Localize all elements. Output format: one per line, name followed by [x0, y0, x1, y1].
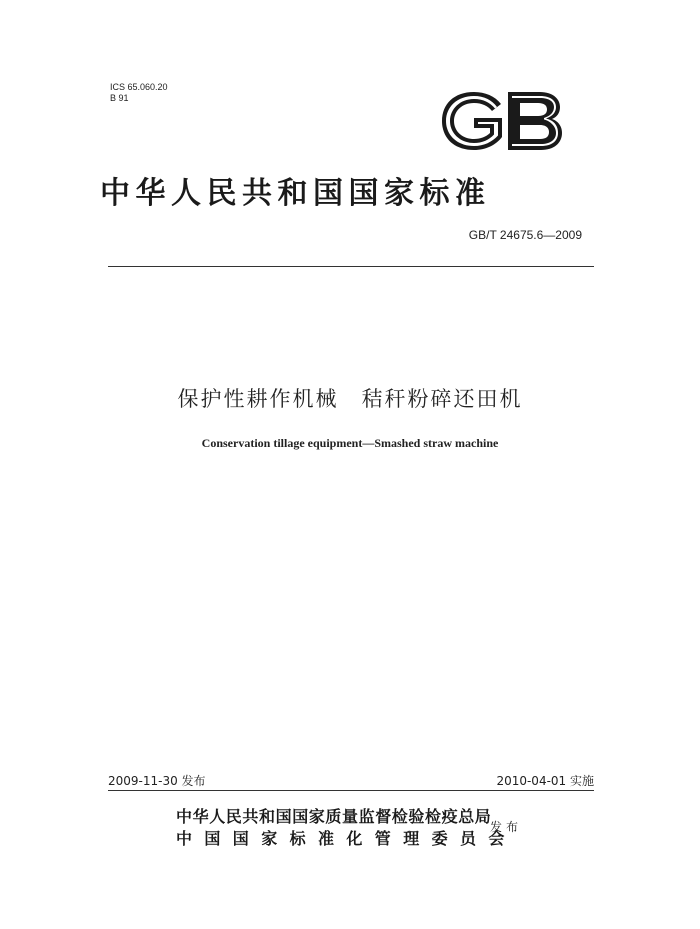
standard-title-chinese: 保护性耕作机械 秸秆粉碎还田机 — [177, 387, 523, 411]
publish-label: 发布 — [490, 820, 523, 834]
issuer-sac: 中国国家标准化管理委员会 — [176, 829, 517, 848]
standard-code: GB/T 24675.6—2009 — [468, 228, 582, 242]
header-divider — [108, 266, 594, 267]
ics-code: ICS 65.060.20 — [110, 82, 168, 92]
issue-date: 2009-11-30 发布 — [108, 774, 206, 788]
standard-title-english: Conservation tillage equipment—Smashed straw machine — [201, 436, 499, 450]
gb-standard-logo-icon — [440, 90, 564, 152]
ccs-code: B 91 — [110, 93, 129, 103]
organization-title: 中华人民共和国国家标准 — [100, 176, 491, 211]
issuer-aqsiq: 中华人民共和国国家质量监督检验检疫总局 — [176, 807, 492, 826]
issuing-authorities — [176, 806, 517, 850]
classification-codes — [110, 82, 168, 104]
footer-divider — [108, 790, 594, 791]
implementation-date: 2010-04-01 实施 — [496, 774, 594, 788]
